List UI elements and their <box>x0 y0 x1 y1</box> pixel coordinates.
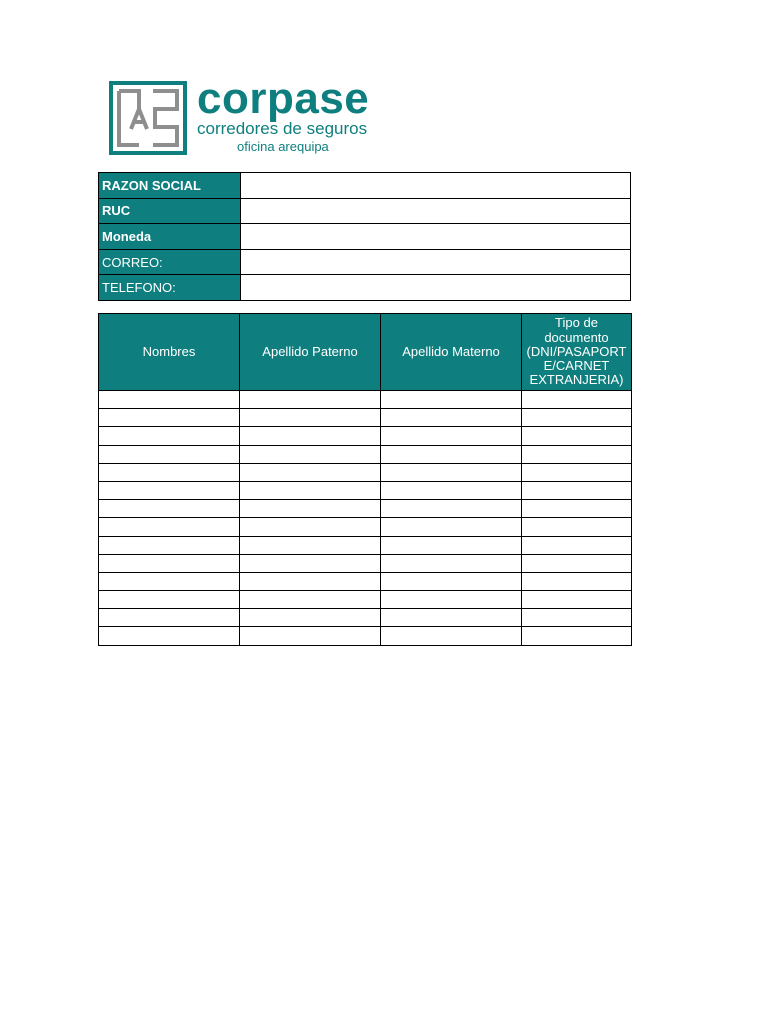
table-cell[interactable] <box>381 518 522 536</box>
table-cell[interactable] <box>381 572 522 590</box>
table-cell[interactable] <box>522 463 632 481</box>
table-cell[interactable] <box>522 409 632 427</box>
table-cell[interactable] <box>381 554 522 572</box>
table-cell[interactable] <box>522 627 632 645</box>
table-cell[interactable] <box>381 500 522 518</box>
table-cell[interactable] <box>99 463 240 481</box>
table-cell[interactable] <box>240 500 381 518</box>
table-cell[interactable] <box>240 627 381 645</box>
company-info-table <box>98 172 631 301</box>
info-value-cell[interactable] <box>241 198 631 224</box>
table-row <box>99 391 632 409</box>
logo-subtitle: corredores de seguros <box>197 119 368 138</box>
info-value-cell[interactable] <box>241 275 631 301</box>
table-row <box>99 554 632 572</box>
table-cell[interactable] <box>99 591 240 609</box>
doc-header-line: E/CARNET <box>543 358 610 374</box>
table-cell[interactable] <box>240 427 381 445</box>
logo-office: oficina arequipa <box>237 139 329 154</box>
info-value-cell[interactable] <box>241 249 631 275</box>
info-row <box>99 275 631 301</box>
table-cell[interactable] <box>240 609 381 627</box>
header-tipo-documento <box>522 314 632 391</box>
table-cell[interactable] <box>240 518 381 536</box>
people-table-header-row <box>99 314 632 391</box>
info-label: CORREO: <box>99 249 241 275</box>
table-cell[interactable] <box>381 445 522 463</box>
table-row <box>99 445 632 463</box>
table-cell[interactable] <box>381 391 522 409</box>
table-cell[interactable] <box>522 591 632 609</box>
info-row <box>99 249 631 275</box>
table-cell[interactable] <box>240 481 381 499</box>
table-cell[interactable] <box>381 627 522 645</box>
table-cell[interactable] <box>240 591 381 609</box>
table-cell[interactable] <box>381 409 522 427</box>
header-apellido-materno: Apellido Materno <box>381 314 522 391</box>
table-cell[interactable] <box>381 609 522 627</box>
table-cell[interactable] <box>240 445 381 463</box>
table-cell[interactable] <box>99 409 240 427</box>
info-label: Moneda <box>99 224 241 250</box>
table-row <box>99 463 632 481</box>
table-cell[interactable] <box>99 572 240 590</box>
table-cell[interactable] <box>381 463 522 481</box>
table-cell[interactable] <box>381 427 522 445</box>
header-nombres: Nombres <box>99 314 240 391</box>
table-cell[interactable] <box>240 572 381 590</box>
table-cell[interactable] <box>99 445 240 463</box>
table-row <box>99 409 632 427</box>
table-row <box>99 518 632 536</box>
table-row <box>99 500 632 518</box>
table-cell[interactable] <box>99 427 240 445</box>
table-row <box>99 572 632 590</box>
table-cell[interactable] <box>240 409 381 427</box>
table-row <box>99 481 632 499</box>
doc-header-line: documento <box>544 329 609 345</box>
table-cell[interactable] <box>240 536 381 554</box>
table-cell[interactable] <box>522 391 632 409</box>
table-row <box>99 536 632 554</box>
table-cell[interactable] <box>99 627 240 645</box>
table-cell[interactable] <box>522 518 632 536</box>
table-row <box>99 609 632 627</box>
doc-header-line: (DNI/PASAPORT <box>526 343 627 359</box>
table-cell[interactable] <box>240 391 381 409</box>
table-cell[interactable] <box>522 554 632 572</box>
people-table <box>98 313 632 646</box>
info-label: RUC <box>99 198 241 224</box>
table-cell[interactable] <box>522 572 632 590</box>
table-cell[interactable] <box>99 609 240 627</box>
table-row <box>99 627 632 645</box>
table-cell[interactable] <box>381 536 522 554</box>
table-cell[interactable] <box>99 391 240 409</box>
info-row <box>99 224 631 250</box>
info-value-cell[interactable] <box>241 224 631 250</box>
table-row <box>99 427 632 445</box>
table-cell[interactable] <box>99 481 240 499</box>
table-cell[interactable] <box>381 481 522 499</box>
info-value-cell[interactable] <box>241 173 631 199</box>
table-cell[interactable] <box>240 463 381 481</box>
table-cell[interactable] <box>99 554 240 572</box>
table-cell[interactable] <box>99 500 240 518</box>
table-cell[interactable] <box>522 427 632 445</box>
info-row <box>99 198 631 224</box>
table-row <box>99 591 632 609</box>
table-cell[interactable] <box>522 481 632 499</box>
table-cell[interactable] <box>381 591 522 609</box>
table-cell[interactable] <box>522 445 632 463</box>
info-row <box>99 173 631 199</box>
corpase-logo <box>109 74 399 157</box>
table-cell[interactable] <box>240 554 381 572</box>
table-cell[interactable] <box>522 500 632 518</box>
doc-header-line: Tipo de <box>555 315 598 331</box>
table-cell[interactable] <box>522 609 632 627</box>
table-cell[interactable] <box>99 518 240 536</box>
corpase-logo-mark-icon <box>109 81 187 155</box>
info-label: TELEFONO: <box>99 275 241 301</box>
table-cell[interactable] <box>522 536 632 554</box>
header-apellido-paterno: Apellido Paterno <box>240 314 381 391</box>
logo-brand-name: corpase <box>197 74 370 123</box>
doc-header-line: EXTRANJERIA) <box>529 372 624 388</box>
info-label: RAZON SOCIAL <box>99 173 241 199</box>
table-cell[interactable] <box>99 536 240 554</box>
